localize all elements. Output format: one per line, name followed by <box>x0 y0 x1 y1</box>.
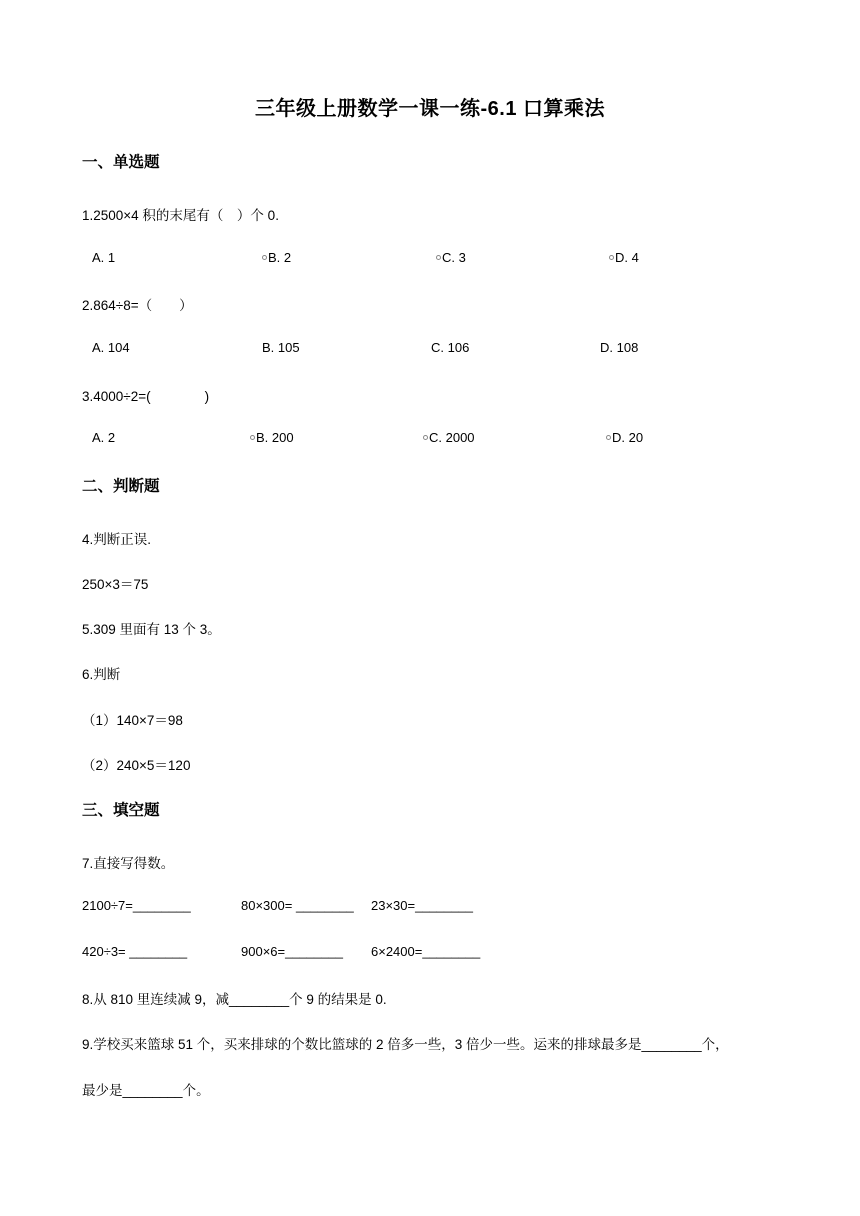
question-3-option-d[interactable]: D. 20 <box>606 430 643 445</box>
option-marker-icon <box>250 435 255 440</box>
section-heading-multiple-choice: 一、单选题 <box>82 154 160 171</box>
question-3-option-a[interactable]: A. 2 <box>92 430 116 445</box>
question-2-option-c[interactable]: C. 106 <box>431 340 470 355</box>
page-title: 三年级上册数学一课一练-6.1 口算乘法 <box>254 98 606 120</box>
question-4-text: 4.判断正误. <box>82 532 152 547</box>
question-8-text: 8.从 810 里连续减 9，减________个 9 的结果是 0. <box>82 992 387 1007</box>
question-7-item-2[interactable]: 80×300= ________ <box>241 898 354 913</box>
question-2-option-a[interactable]: A. 104 <box>92 340 130 355</box>
question-1-option-d[interactable]: D. 4 <box>609 250 639 265</box>
question-3-option-c[interactable]: C. 2000 <box>423 430 475 445</box>
question-7-item-5[interactable]: 900×6=________ <box>241 944 343 959</box>
section-heading-fill-in: 三、填空题 <box>82 802 160 819</box>
question-7-item-1[interactable]: 2100÷7=________ <box>82 898 191 913</box>
question-3-text: 3.4000÷2=( ) <box>82 389 210 404</box>
question-6-statement-2: （2）240×5＝120 <box>82 758 191 773</box>
question-9-text: 9.学校买来篮球 51 个，买来排球的个数比篮球的 2 倍多一些，3 倍少一些。运来的排球最多是________个， <box>82 1037 729 1052</box>
question-7-text: 7.直接写得数。 <box>82 856 175 871</box>
question-1-option-b[interactable]: B. 2 <box>262 250 291 265</box>
question-2-option-b[interactable]: B. 105 <box>262 340 300 355</box>
option-marker-icon <box>262 255 267 260</box>
question-2-option-d[interactable]: D. 108 <box>600 340 639 355</box>
question-7-item-4[interactable]: 420÷3= ________ <box>82 944 188 959</box>
question-2-text: 2.864÷8=（ ） <box>82 298 193 313</box>
question-1-option-c[interactable]: C. 3 <box>436 250 466 265</box>
question-7-item-6[interactable]: 6×2400=________ <box>371 944 481 959</box>
section-heading-true-false: 二、判断题 <box>82 478 160 495</box>
question-9-continuation: 最少是________个。 <box>82 1083 210 1098</box>
question-5-text: 5.309 里面有 13 个 3。 <box>82 622 221 637</box>
option-marker-icon <box>423 435 428 440</box>
question-6-text: 6.判断 <box>82 667 121 682</box>
option-marker-icon <box>436 255 441 260</box>
question-3-option-b[interactable]: B. 200 <box>250 430 294 445</box>
question-1-option-a[interactable]: A. 1 <box>92 250 116 265</box>
option-marker-icon <box>609 255 614 260</box>
question-6-statement-1: （1）140×7＝98 <box>82 713 183 728</box>
option-marker-icon <box>606 435 611 440</box>
question-4-statement: 250×3＝75 <box>82 577 149 592</box>
question-1-text: 1.2500×4 积的末尾有（ ）个 0. <box>82 208 279 223</box>
question-7-item-3[interactable]: 23×30=________ <box>371 898 473 913</box>
